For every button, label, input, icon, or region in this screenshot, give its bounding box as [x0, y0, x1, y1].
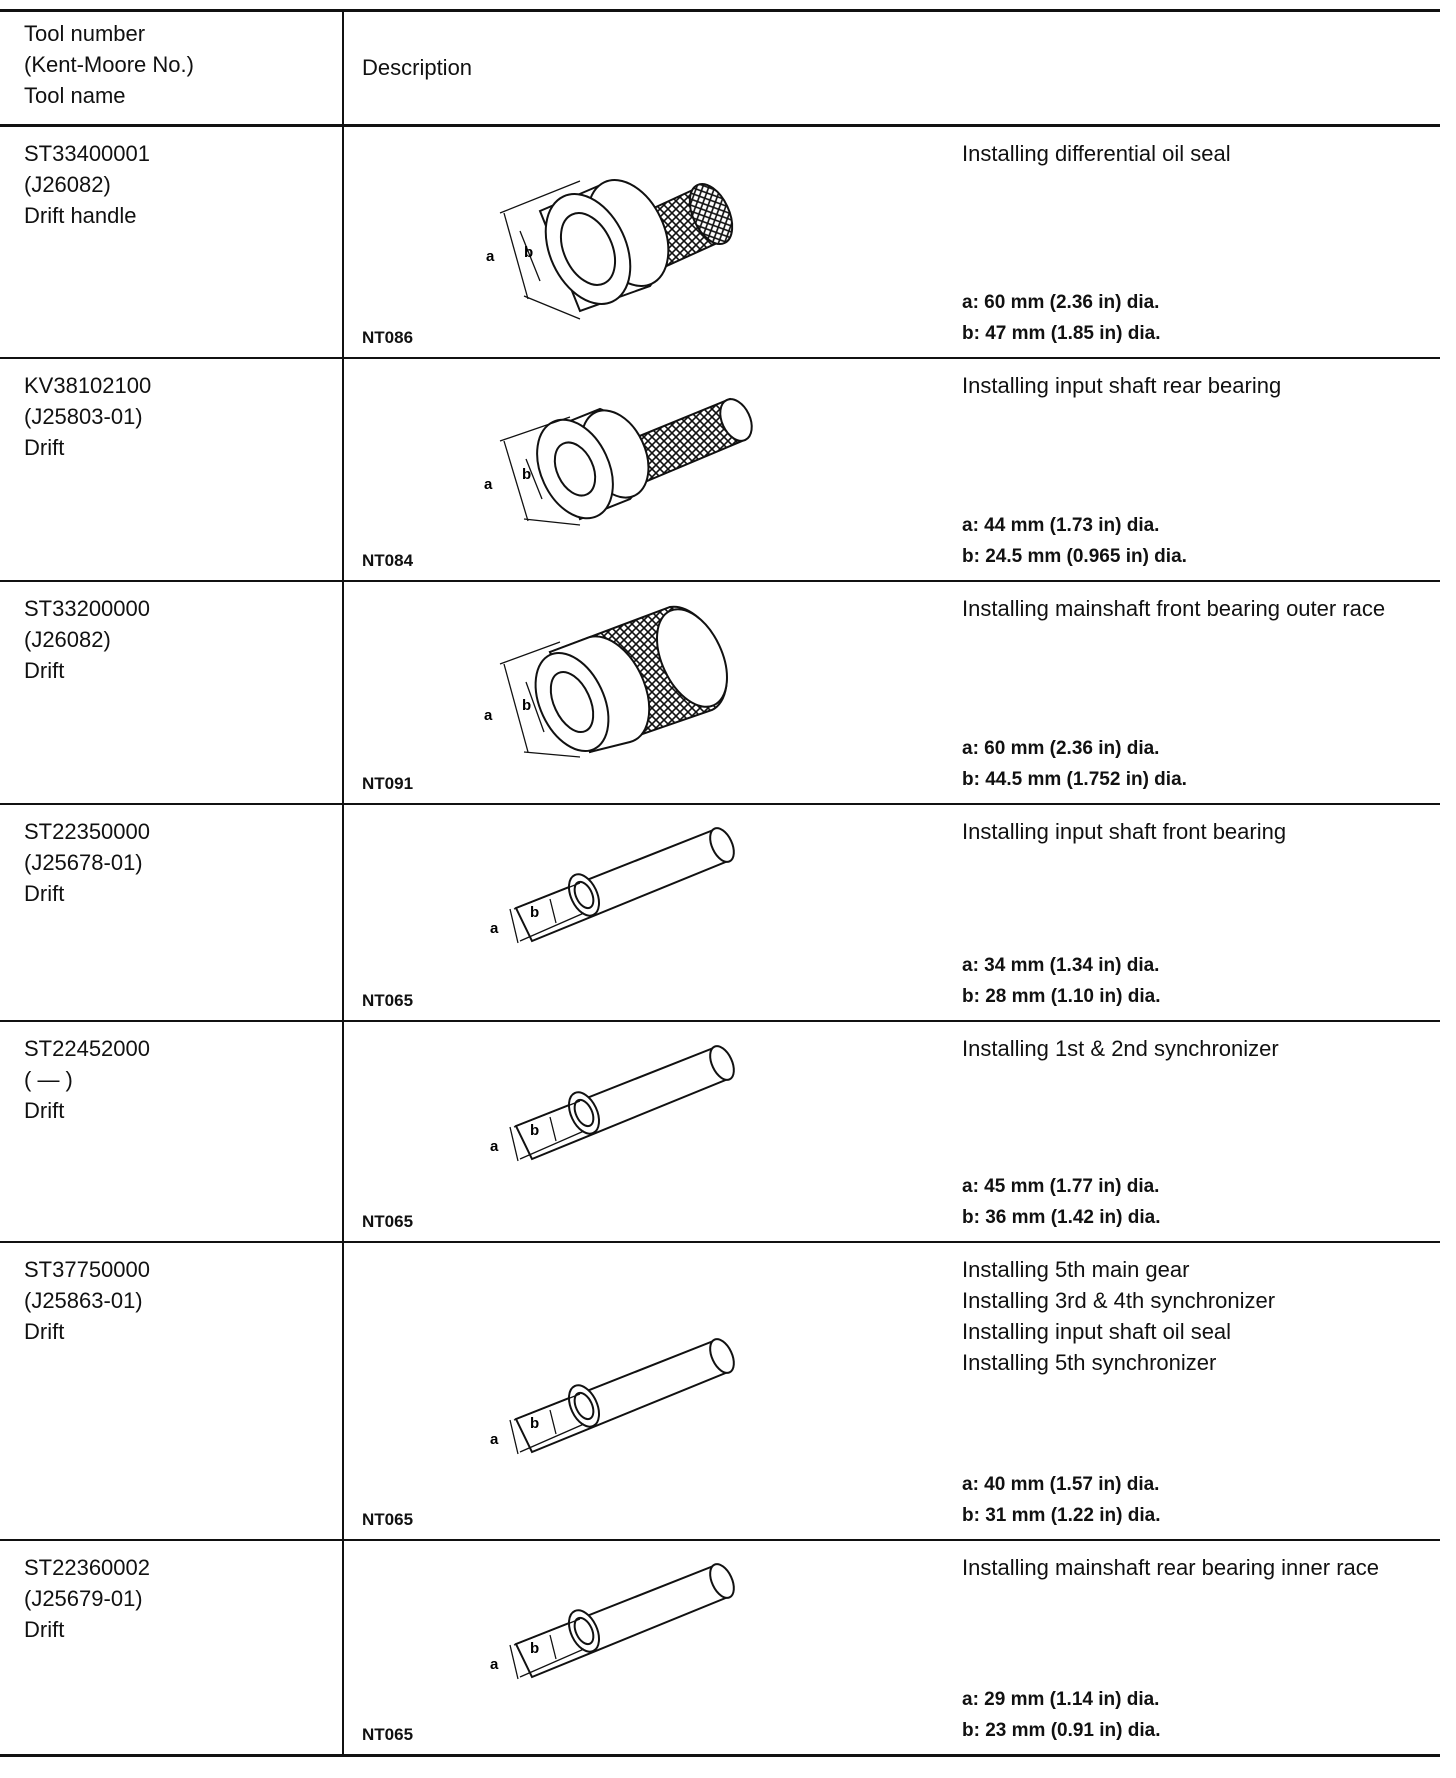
- tool-drawing: [480, 813, 780, 1003]
- kent-moore-number: ( — ): [24, 1067, 73, 1092]
- usage-line: Installing input shaft oil seal: [962, 1319, 1232, 1344]
- dimension-line: a: 34 mm (1.34 in) dia.: [962, 955, 1160, 976]
- tool-identity: [24, 1552, 150, 1645]
- tool-number: ST22452000: [24, 1036, 150, 1061]
- dim-label-b: b: [530, 904, 540, 921]
- header-tool-number: Tool number: [24, 21, 146, 46]
- tool-number: ST22350000: [24, 819, 150, 844]
- figure-code: NT065: [362, 1510, 414, 1529]
- kent-moore-number: (J26082): [24, 627, 111, 652]
- header-tool-name: Tool name: [24, 83, 126, 108]
- dimension-line: b: 44.5 mm (1.752 in) dia.: [962, 769, 1187, 790]
- tool-illustration: [510, 824, 739, 943]
- usage-line: Installing differential oil seal: [962, 141, 1231, 166]
- dim-label-a: a: [486, 248, 495, 265]
- dimension-line: b: 31 mm (1.22 in) dia.: [962, 1505, 1161, 1526]
- dimension-line: a: 40 mm (1.57 in) dia.: [962, 1474, 1160, 1495]
- usage-description: [962, 1254, 1275, 1378]
- dim-label-a: a: [490, 920, 499, 937]
- usage-line: Installing 5th main gear: [962, 1257, 1190, 1282]
- tool-figure: [480, 1549, 780, 1744]
- usage-line: Installing input shaft front bearing: [962, 819, 1287, 844]
- header-description: Description: [362, 55, 473, 80]
- kent-moore-number: (J25678-01): [24, 850, 143, 875]
- row-divider: [0, 1241, 1440, 1243]
- tool-illustration: [500, 598, 741, 762]
- kent-moore-number: (J25803-01): [24, 404, 143, 429]
- usage-description: [962, 1033, 1279, 1064]
- tool-illustration: [510, 1335, 739, 1454]
- figure-code: NT086: [362, 328, 414, 347]
- dimension-line: b: 36 mm (1.42 in) dia.: [962, 1207, 1161, 1228]
- dimension-specs: [962, 733, 1187, 795]
- usage-line: Installing 3rd & 4th synchronizer: [962, 1288, 1276, 1313]
- tool-illustration: [500, 394, 758, 530]
- tool-identity: [24, 1033, 150, 1126]
- header-tool-column: [24, 18, 194, 111]
- tool-figure: [480, 1324, 780, 1519]
- row-divider: [0, 803, 1440, 805]
- tool-identity: [24, 138, 150, 231]
- tool-number: ST33200000: [24, 596, 150, 621]
- header-kent-moore: (Kent-Moore No.): [24, 52, 194, 77]
- dim-label-b: b: [530, 1415, 540, 1432]
- usage-description: [962, 138, 1231, 169]
- dimension-line: b: 28 mm (1.10 in) dia.: [962, 986, 1161, 1007]
- usage-line: Installing mainshaft rear bearing inner race: [962, 1555, 1380, 1580]
- tool-name: Drift: [24, 435, 65, 460]
- dimension-line: a: 60 mm (2.36 in) dia.: [962, 738, 1160, 759]
- tool-identity: [24, 816, 150, 909]
- dimension-specs: [962, 1684, 1161, 1746]
- table-bottom-rule: [0, 1754, 1440, 1757]
- tool-name: Drift: [24, 1617, 65, 1642]
- figure-code: NT065: [362, 991, 414, 1010]
- row-divider: [0, 357, 1440, 359]
- figure-code: NT084: [362, 551, 414, 570]
- usage-description: [962, 370, 1281, 401]
- usage-line: Installing 5th synchronizer: [962, 1350, 1217, 1375]
- tool-number: KV38102100: [24, 373, 152, 398]
- dim-label-a: a: [490, 1137, 499, 1155]
- dimension-specs: [962, 1171, 1161, 1233]
- usage-line: Installing input shaft rear bearing: [962, 373, 1282, 398]
- tool-illustration: [500, 167, 741, 319]
- usage-description: [962, 1552, 1379, 1583]
- tool-drawing: [480, 1324, 780, 1514]
- figure-code: NT065: [362, 1212, 414, 1231]
- tool-drawing: [480, 592, 780, 782]
- tool-drawing: [480, 141, 780, 331]
- table-top-rule: [0, 9, 1440, 12]
- tool-name: Drift handle: [24, 203, 137, 228]
- tool-name: Drift: [24, 1319, 65, 1344]
- dim-label-b: b: [524, 244, 534, 261]
- tool-identity: [24, 370, 151, 463]
- tool-drawing: [480, 1549, 780, 1739]
- tool-number: ST37750000: [24, 1257, 150, 1282]
- tool-figure: [480, 369, 780, 564]
- dim-label-a: a: [484, 475, 493, 493]
- dimension-specs: [962, 510, 1187, 572]
- dim-label-b: b: [530, 1121, 540, 1139]
- dim-label-a: a: [484, 706, 493, 724]
- header-bottom-rule: [0, 124, 1440, 127]
- dimension-line: b: 47 mm (1.85 in) dia.: [962, 323, 1161, 344]
- dimension-specs: [962, 950, 1161, 1012]
- row-divider: [0, 580, 1440, 582]
- dimension-line: b: 24.5 mm (0.965 in) dia.: [962, 546, 1187, 567]
- row-divider: [0, 1539, 1440, 1541]
- tool-drawing: [480, 1031, 780, 1221]
- figure-code: NT065: [362, 1725, 414, 1744]
- tool-illustration: [510, 1560, 739, 1679]
- kent-moore-number: (J25679-01): [24, 1586, 143, 1611]
- tool-name: Drift: [24, 1098, 65, 1123]
- dim-label-b: b: [530, 1640, 540, 1657]
- tool-figure: [480, 1031, 780, 1226]
- dimension-specs: [962, 287, 1161, 349]
- kent-moore-number: (J25863-01): [24, 1288, 143, 1313]
- dimension-line: b: 23 mm (0.91 in) dia.: [962, 1720, 1161, 1741]
- tool-drawing: [480, 369, 780, 559]
- tool-illustration: [510, 1042, 739, 1161]
- tool-identity: [24, 1254, 150, 1347]
- usage-description: [962, 593, 1385, 624]
- usage-line: Installing 1st & 2nd synchronizer: [962, 1036, 1279, 1061]
- tool-figure: [480, 813, 780, 1008]
- dimension-line: a: 44 mm (1.73 in) dia.: [962, 515, 1160, 536]
- tool-name: Drift: [24, 881, 65, 906]
- dim-label-b: b: [522, 465, 532, 483]
- tool-figure: [480, 592, 780, 787]
- dimension-specs: [962, 1469, 1161, 1531]
- tool-name: Drift: [24, 658, 65, 683]
- dimension-line: a: 45 mm (1.77 in) dia.: [962, 1176, 1160, 1197]
- column-divider: [342, 9, 344, 1757]
- row-divider: [0, 1020, 1440, 1022]
- dim-label-a: a: [490, 1656, 499, 1673]
- tool-number: ST22360002: [24, 1555, 150, 1580]
- usage-description: [962, 816, 1286, 847]
- tool-figure: [480, 141, 780, 336]
- figure-code: NT091: [362, 774, 414, 793]
- dimension-line: a: 60 mm (2.36 in) dia.: [962, 292, 1160, 313]
- kent-moore-number: (J26082): [24, 172, 111, 197]
- tool-identity: [24, 593, 150, 686]
- dimension-line: a: 29 mm (1.14 in) dia.: [962, 1689, 1160, 1710]
- usage-line: Installing mainshaft front bearing outer race: [962, 596, 1386, 621]
- tool-number: ST33400001: [24, 141, 150, 166]
- dim-label-a: a: [490, 1431, 499, 1448]
- dim-label-b: b: [522, 696, 532, 714]
